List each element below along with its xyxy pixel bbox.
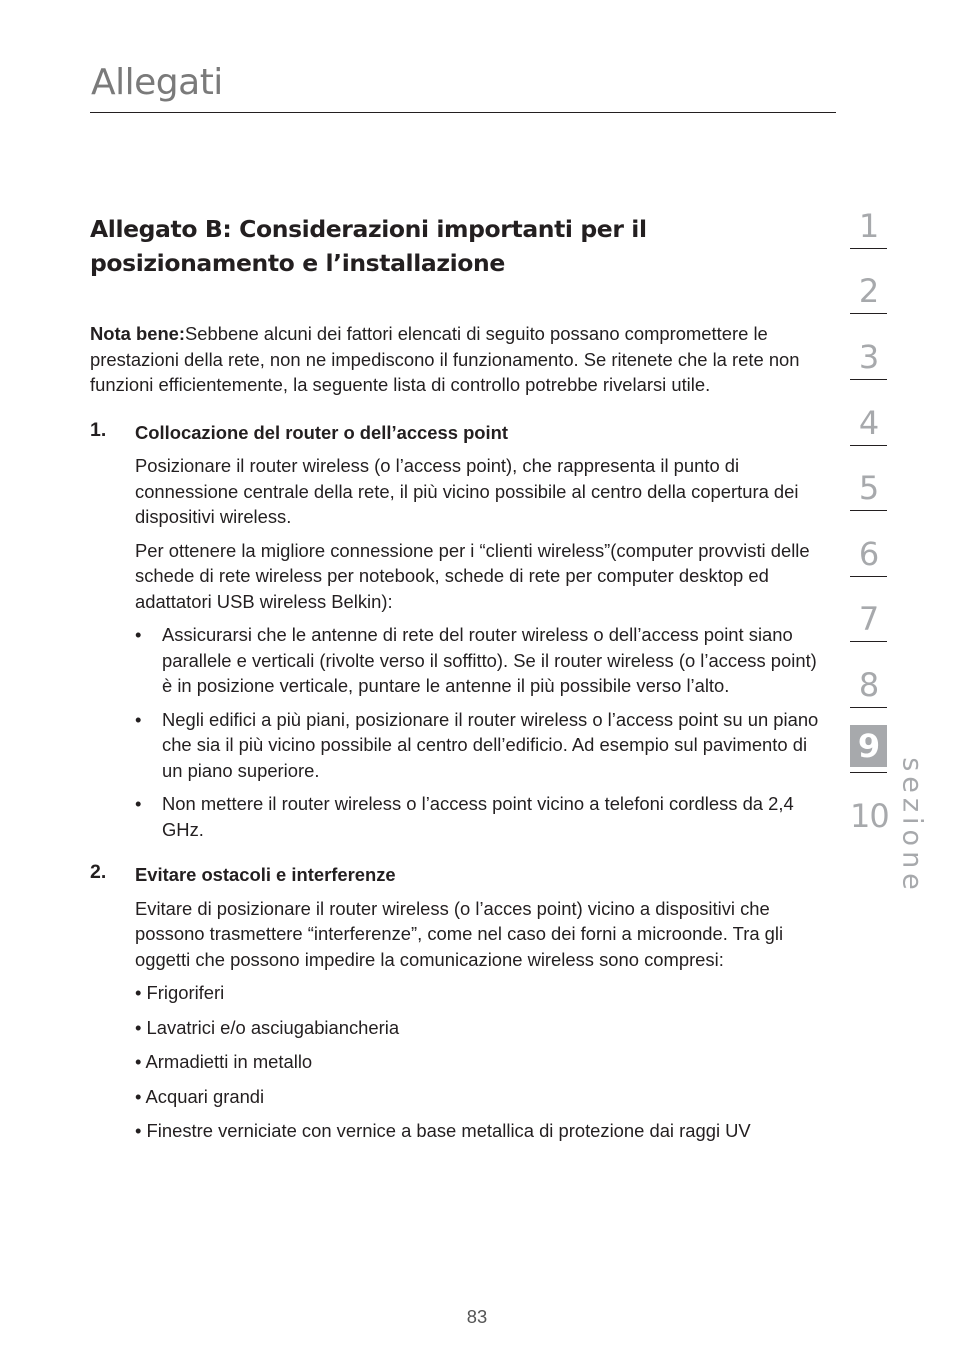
bullet-item [135, 791, 832, 842]
item-1-paragraph: Posizionare il router wireless (o l’access point), che rappresenta il punto di connessione centrale della rete, il più vicino possibile al centro della copertura dei dispositivi wireless. [135, 455, 799, 527]
item-2-number: 2. [90, 861, 107, 883]
section-number: 7 [858, 600, 879, 638]
section-number: 5 [858, 469, 879, 507]
section-nav-item-6[interactable] [850, 512, 887, 577]
item-1-number: 1. [90, 418, 107, 441]
section-number: 6 [858, 535, 879, 573]
section-title: Allegato B: Considerazioni importanti per il posizionamento e l’installazione [90, 215, 647, 277]
section-number: 4 [858, 404, 879, 442]
header-rule [90, 112, 836, 113]
note-label: Nota bene: [90, 323, 186, 344]
bullet-text: Assicurarsi che le antenne di rete del router wireless o dell’access point siano parallele e verticali (rivolte verso il soffitto). Se il router wireless (o l’access point) è in posizione verticale, puntare le antenne il più possibile verso l’alto. [162, 624, 817, 696]
section-nav-item-2[interactable] [850, 249, 887, 314]
main-content [90, 321, 832, 1144]
divider [850, 641, 887, 642]
section-nav-item-3[interactable] [850, 315, 887, 380]
note-text: Sebbene alcuni dei fattori elencati di seguito possano compromettere le prestazioni della rete, non ne impediscono il funzionamento. Se ritenete che la rete non funzioni efficientemente, la seguente lista di controllo potrebbe rivelarsi utile. [90, 323, 800, 395]
divider [850, 772, 887, 773]
item-2 [90, 862, 832, 1144]
item-1-paragraph: Per ottenere la migliore connessione per i “clienti wireless”(computer provvisti delle schede di rete wireless per notebook, schede di rete per computer desktop ed adattatori USB wireless Belkin): [135, 539, 810, 612]
bullet-glyph: • [135, 793, 142, 814]
section-number: 9 [857, 727, 880, 765]
page-number: 83 [466, 1306, 488, 1327]
section-number: 1 [858, 207, 879, 245]
divider [850, 379, 887, 380]
item-2-list [90, 980, 832, 1144]
list-item: • Frigoriferi [135, 982, 225, 1003]
list-item: • Finestre verniciate con vernice a base metallica di protezione dai raggi UV [135, 1120, 751, 1141]
sezione-label-text: sezione [896, 757, 928, 895]
section-number: 2 [858, 272, 879, 310]
note-paragraph [90, 321, 832, 398]
section-nav-item-8[interactable] [850, 643, 887, 708]
item-1-heading-text: Collocazione del router o dell’access point [135, 421, 509, 443]
bullet-glyph: • [135, 708, 142, 730]
sezione-label [894, 757, 930, 895]
section-number: 3 [858, 338, 879, 376]
divider [850, 510, 887, 511]
section-nav-item-4[interactable] [850, 381, 887, 446]
list-item: • Lavatrici e/o asciugabiancheria [135, 1016, 400, 1038]
section-nav-item-10[interactable] [850, 774, 887, 839]
divider [850, 313, 887, 314]
section-nav-item-1[interactable] [850, 184, 887, 249]
item-1-heading [90, 420, 832, 446]
item-2-paragraph: Evitare di posizionare il router wireless (o l’acces point) vicino a dispositivi che possono trasmettere “interferenze”, come nel caso dei forni a microonde. Tra gli oggetti che possono impedire la comunicazione wireless sono compresi: [135, 897, 784, 970]
section-nav-item-7[interactable] [850, 577, 887, 642]
bullet-text: Negli edifici a più piani, posizionare il router wireless o l’access point su un piano che sia il più vicino possibile al centro dell’edificio. Ad esempio sul pavimento di un piano superiore. [162, 708, 819, 781]
list-item: • Armadietti in metallo [135, 1051, 313, 1072]
bullet-glyph: • [135, 624, 142, 645]
bullet-item [135, 622, 832, 699]
item-2-heading-text: Evitare ostacoli e interferenze [135, 864, 396, 885]
section-number: 10 [850, 797, 889, 835]
section-nav-item-5[interactable] [850, 446, 887, 511]
list-item: • Acquari grandi [135, 1085, 265, 1107]
item-1 [90, 420, 832, 843]
bullet-item [135, 707, 832, 784]
item-1-bullets [90, 622, 832, 842]
bullet-text: Non mettere il router wireless o l’access point vicino a telefoni cordless da 2,4 GHz. [162, 793, 794, 840]
header-title: Allegati [91, 62, 223, 103]
section-number: 8 [858, 666, 879, 704]
item-2-heading [90, 862, 832, 888]
section-nav-item-9[interactable] [850, 708, 887, 773]
